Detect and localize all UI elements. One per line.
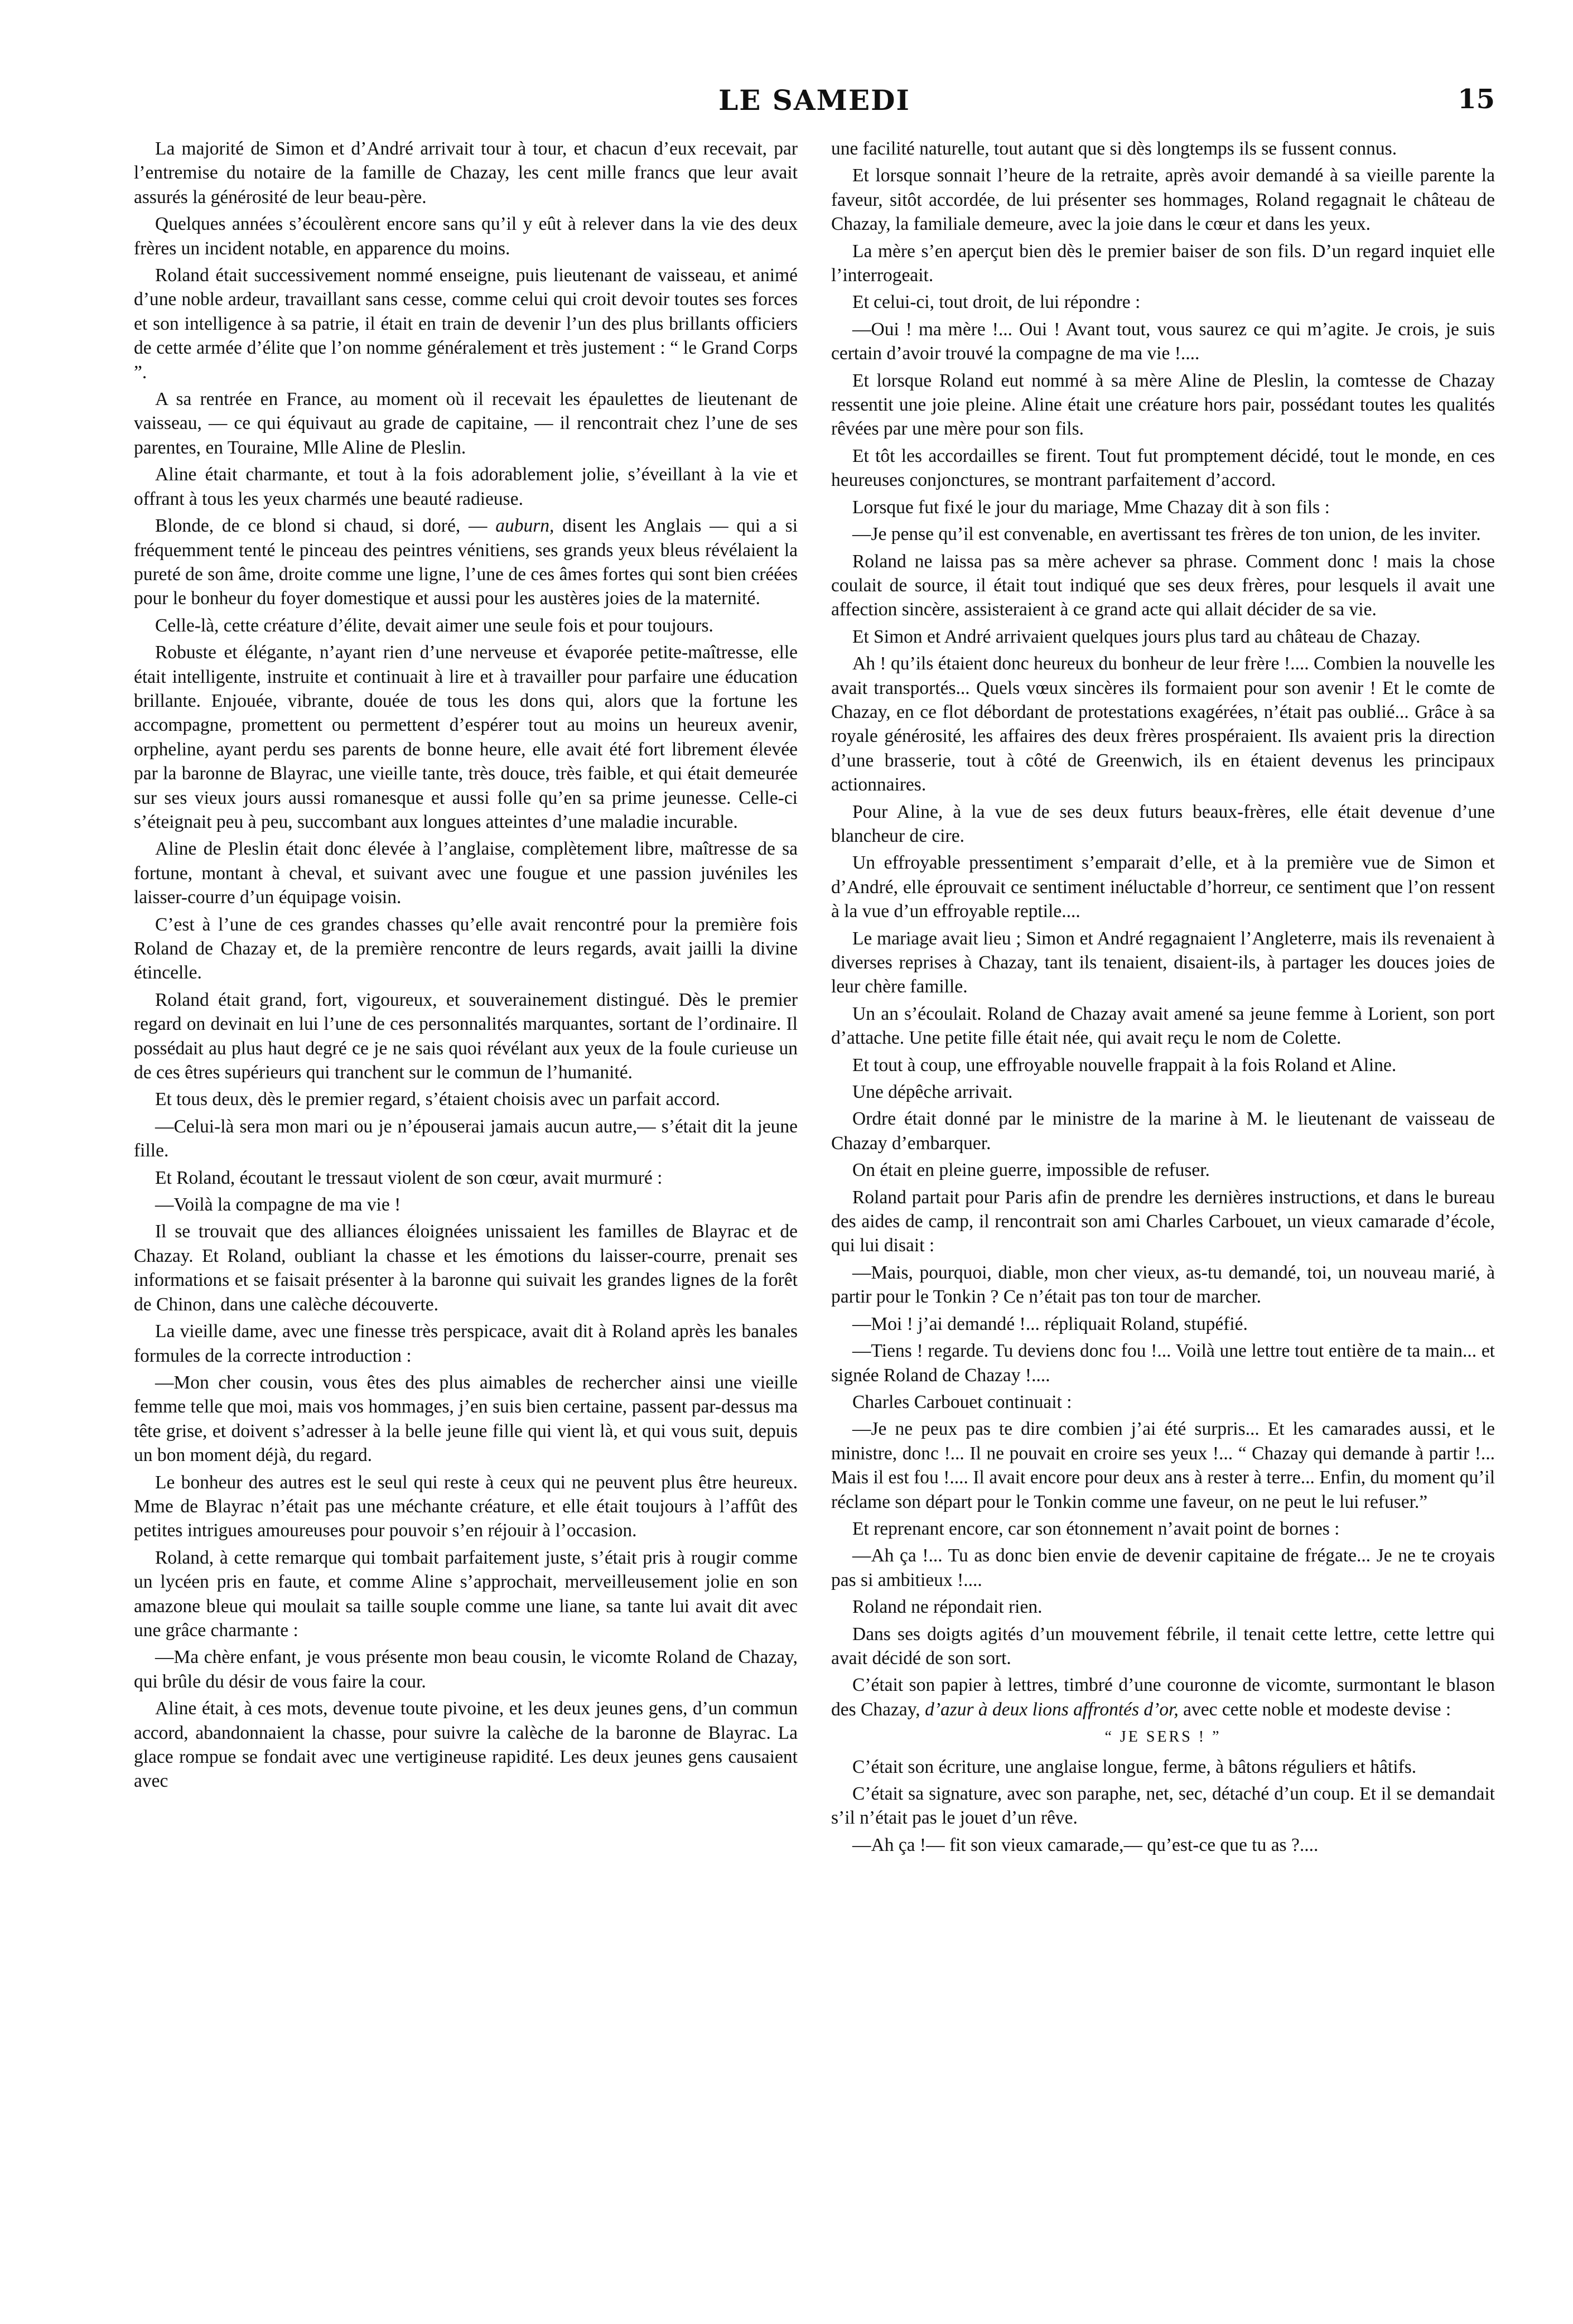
dialogue: —Mon cher cousin, vous êtes des plus aimables de rechercher ainsi une vieille femme telle que moi, mais vos hommages, j’en suis bien certaine, passent par-dessus ma tête grise, et doivent s’adresser à la belle jeune fille qui vient là, et qui vous suit, depuis un bon moment déjà, du regard. (134, 1372, 798, 1466)
paragraph: Aline de Pleslin était donc élevée à l’anglaise, complètement libre, maîtresse de sa fortune, montant à cheval, et suivant avec une fougue et une passion juvéniles les laisser-courre d’un équipage voisin. (134, 838, 798, 908)
paragraph: Ordre était donné par le ministre de la marine à M. le lieutenant de vaisseau de Chazay d’embarquer. (831, 1108, 1495, 1154)
paragraph: Et reprenant encore, car son étonnement n’avait point de bornes : (852, 1518, 1340, 1539)
paragraph: Et celui-ci, tout droit, de lui répondre : (852, 292, 1141, 313)
paragraph: Roland ne laissa pas sa mère achever sa phrase. Comment donc ! mais la chose coulait de source, il était tout indiqué que ses deux frères, pour lesquels il avait une affection sincère, assisteraient à ce grand acte qui allait décider de sa vie. (831, 551, 1495, 620)
running-title: LE SAMEDI (718, 84, 910, 117)
paragraph: Un an s’écoulait. Roland de Chazay avait amené sa jeune femme à Lorient, son port d’attache. Une petite fille était née, qui avait reçu le nom de Colette. (831, 1003, 1495, 1049)
paragraph: Dans ses doigts agités d’un mouvement fébrile, il tenait cette lettre, cette lettre qui avait décidé de son sort. (831, 1623, 1495, 1669)
paragraph: La majorité de Simon et d’André arrivait tour à tour, et chacun d’eux recevait, par l’entremise du notaire de la famille de Chazay, les cent mille francs que leur avait assurés la générosité de leur beau-père. (134, 138, 798, 208)
paragraph: Et tout à coup, une effroyable nouvelle frappait à la fois Roland et Aline. (852, 1054, 1397, 1076)
dialogue: —Oui ! ma mère !... Oui ! Avant tout, vous saurez ce qui m’agite. Je crois, je suis certain d’avoir trouvé la compagne de ma vie !.... (831, 319, 1495, 364)
text-run: C’était son papier à lettres, timbré d’une couronne de vicomte, surmontant le blason des Chazay, (831, 1675, 1495, 1720)
italic-blazon: d’azur à deux lions affrontés d’or, (925, 1699, 1179, 1720)
dialogue: —Je ne peux pas te dire combien j’ai été surpris... Et les camarades aussi, et le ministre, donc !... Il ne pouvait en croire ses yeux !... “ Chazay qui demande à partir !... Mais il est fou !.... Il avait encore pour deux ans à rester à terre... Enfin, du moment qu’il réclame son départ pour le Tonkin comme une faveur, on ne peut le lui refuser.” (831, 1419, 1495, 1512)
text-run: Blonde, de ce blond si chaud, si doré, — (155, 515, 496, 537)
paragraph: C’était son écriture, une anglaise longue, ferme, à bâtons réguliers et hâtifs. (852, 1756, 1417, 1777)
paragraph: Aline était, à ces mots, devenue toute pivoine, et les deux jeunes gens, d’un commun accord, abandonnaient la chasse, pour suivre la calèche de la baronne de Blayrac. La glace rompue se fondait avec une vertigineuse rapidité. Les deux jeunes gens causaient avec (134, 1698, 798, 1792)
paragraph-blonde (134, 514, 798, 611)
paragraph: Et Simon et André arrivaient quelques jours plus tard au château de Chazay. (852, 626, 1421, 647)
dialogue: —Ma chère enfant, je vous présente mon beau cousin, le vicomte Roland de Chazay, qui brûle du désir de vous faire la cour. (134, 1647, 798, 1692)
paragraph: Il se trouvait que des alliances éloignées unissaient les familles de Blayrac et de Chazay. Et Roland, oubliant la chasse et les émotions du laisser-courre, prenait ses informations et se faisait présenter à la baronne qui suivait les grandes lignes de la forêt de Chinon, dans une calèche découverte. (134, 1221, 798, 1315)
dialogue: —Moi ! j’ai demandé !... répliquait Roland, stupéfié. (852, 1313, 1248, 1334)
text-run: disent les Anglais — qui a si fréquemment tenté le pinceau des peintres vénitiens, ses grands yeux bleus révélaient la pureté de son âme, droite comme une ligne, l’une de ces âmes fortes qui sont bien créées pour le bonheur du foyer domestique et aussi pour les austères joies de la maternité. (134, 515, 798, 609)
paragraph: Et lorsque Roland eut nommé à sa mère Aline de Pleslin, la comtesse de Chazay ressentit une joie pleine. Aline était une créature hors pair, possédant toutes les qualités rêvées par une mère pour son fils. (831, 370, 1495, 440)
paragraph: Charles Carbouet continuait : (852, 1391, 1072, 1412)
paragraph: Celle-là, cette créature d’élite, devait aimer une seule fois et pour toujours. (155, 615, 713, 636)
column-right (831, 137, 1495, 2268)
paragraph: Et lorsque sonnait l’heure de la retraite, après avoir demandé à sa vieille parente la faveur, sitôt accordée, de lui présenter ses hommages, Roland regagnait le château de Chazay, la familiale demeure, avec la joie dans le cœur et dans les yeux. (831, 165, 1495, 235)
paragraph: Aline était charmante, et tout à la fois adorablement jolie, s’éveillant à la vie et offrant à tous les yeux charmés une beauté radieuse. (134, 464, 798, 509)
text-run: avec cette noble et modeste devise : (1178, 1699, 1451, 1720)
paragraph: Roland partait pour Paris afin de prendre les dernières instructions, et dans le bureau des aides de camp, il rencontrait son ami Charles Carbouet, un vieux camarade d’école, qui lui disait : (831, 1187, 1495, 1256)
paragraph: C’était sa signature, avec son paraphe, net, sec, détaché d’un coup. Et il se demandait s’il n’était pas le jouet d’un rêve. (831, 1783, 1495, 1829)
page-header (134, 78, 1495, 123)
paragraph: Ah ! qu’ils étaient donc heureux du bonheur de leur frère !.... Combien la nouvelle les avait transportés... Quels vœux sincères ils formaient pour son avenir ! Et le comte de Chazay, en ce flot débordant de protestations exagérées, n’était pas oublié... Grâce à sa royale générosité, les affaires des deux frères prospéraient. Ils avaient pris la direction d’une brasserie, tout à côté de Greenwich, ils en étaient devenus les principaux actionnaires. (831, 653, 1495, 795)
dialogue: —Tiens ! regarde. Tu deviens donc fou !... Voilà une lettre tout entière de ta main... et signée Roland de Chazay !.... (831, 1341, 1495, 1386)
paragraph: Pour Aline, à la vue de ses deux futurs beaux-frères, elle était devenue d’une blancheur de cire. (831, 801, 1495, 846)
column-left (134, 137, 798, 2268)
paragraph: Une dépêche arrivait. (852, 1082, 1013, 1103)
paragraph: C’est à l’une de ces grandes chasses qu’elle avait rencontré pour la première fois Roland de Chazay et, de la première rencontre de leurs regards, avait jailli la divine étincelle. (134, 914, 798, 983)
dialogue: —Mais, pourquoi, diable, mon cher vieux, as-tu demandé, toi, un nouveau marié, à partir pour le Tonkin ? Ce n’était pas ton tour de marcher. (831, 1262, 1495, 1308)
paragraph-continued: une facilité naturelle, tout autant que si dès longtemps ils se fussent connus. (831, 138, 1397, 159)
paragraph: Et tôt les accordailles se firent. Tout fut promptement décidé, tout le monde, en ces heureuses conjonctures, se montrant parfaitement d’accord. (831, 445, 1495, 491)
paragraph: On était en pleine guerre, impossible de refuser. (852, 1160, 1210, 1181)
dialogue: —Ah ça !... Tu as donc bien envie de devenir capitaine de frégate... Je ne te croyais pas si ambitieux !.... (831, 1545, 1495, 1590)
dialogue: —Ah ça !— fit son vieux camarade,— qu’est-ce que tu as ?.... (852, 1834, 1319, 1855)
paragraph: A sa rentrée en France, au moment où il recevait les épaulettes de lieutenant de vaisseau, — ce qui équivaut au grade de capitaine, — il rencontrait chez l’une de ses parentes, en Touraine, Mlle Aline de Pleslin. (134, 389, 798, 458)
paragraph: Roland, à cette remarque qui tombait parfaitement juste, s’était pris à rougir comme un lycéen pris en faute, et comme Aline s’approchait, merveilleusement jolie en son amazone bleue qui moulait sa taille souple comme une liane, sa tante lui avait dit avec une grâce charmante : (134, 1547, 798, 1641)
paragraph: Roland était successivement nommé enseigne, puis lieutenant de vaisseau, et animé d’une noble ardeur, travaillant sans cesse, comme celui qui croit devoir toutes ses forces et son intelligence à sa patrie, il était en train de devenir l’un des plus brillants officiers de cette armée d’élite que l’on nomme généralement et très justement : “ le Grand Corps ”. (134, 265, 798, 383)
text-columns (134, 137, 1495, 2268)
paragraph: Roland était grand, fort, vigoureux, et souverainement distingué. Dès le premier regard on devinait en lui l’une de ces personnalités marquantes, sortant de l’ordinaire. Il possédait au plus haut degré ce je ne sais quoi révélant aux yeux de la foule curieuse un de ces êtres supérieurs qui tranchent sur le commun de l’humanité. (134, 989, 798, 1083)
paragraph: Le bonheur des autres est le seul qui reste à ceux qui ne peuvent plus être heureux. Mme de Blayrac n’était pas une méchante créature, et elle était toujours à l’affût des petites intrigues amoureuses pour pouvoir s’en réjouir à l’occasion. (134, 1472, 798, 1541)
page-number: 15 (1458, 84, 1495, 115)
italic-word: auburn, (495, 515, 554, 537)
dialogue: —Voilà la compagne de ma vie ! (155, 1194, 401, 1216)
paragraph-papier (831, 1673, 1495, 1722)
paragraph: La vieille dame, avec une finesse très perspicace, avait dit à Roland après les banales formules de la correcte introduction : (134, 1321, 798, 1366)
paragraph: Robuste et élégante, n’ayant rien d’une nerveuse et évaporée petite-maîtresse, elle était intelligente, instruite et continuait à lire et à travailler pour parfaire une éducation brillante. Enjouée, vibrante, douée de tous les dons qui, alors que la fortune les accompagne, promettent ou permettent d’espérer tout au moins un heureux avenir, orpheline, ayant perdu ses parents de bonne heure, elle avait été fort librement élevée par la baronne de Blayrac, une vieille tante, très douce, très faible, et qui était demeurée sur ses vieux jours aussi romanesque et aussi folle qu’en sa prime jeunesse. Celle-ci s’éteignait peu à peu, succombant aux longues atteintes d’une maladie incurable. (134, 642, 798, 832)
paragraph: Et tous deux, dès le premier regard, s’étaient choisis avec un parfait accord. (155, 1089, 720, 1110)
paragraph: Le mariage avait lieu ; Simon et André regagnaient l’Angleterre, mais ils revenaient à diverses reprises à Chazay, tant ils tenaient, disaient-ils, à partager les douces joies de leur chère famille. (831, 928, 1495, 997)
paragraph: Un effroyable pressentiment s’emparait d’elle, et à la première vue de Simon et d’André, elle éprouvait ce sentiment inéluctable d’horreur, ce sentiment que l’on ressent à la vue d’un effroyable reptile.... (831, 852, 1495, 922)
dialogue: —Celui-là sera mon mari ou je n’épouserai jamais aucun autre,— s’était dit la jeune fille. (134, 1116, 798, 1161)
paragraph: Roland ne répondait rien. (852, 1597, 1043, 1618)
paragraph: La mère s’en aperçut bien dès le premier baiser de son fils. D’un regard inquiet elle l’interrogeait. (831, 240, 1495, 286)
paragraph: Et Roland, écoutant le tressaut violent de son cœur, avait murmuré : (155, 1167, 663, 1188)
paragraph: Quelques années s’écoulèrent encore sans qu’il y eût à relever dans la vie des deux frères un incident notable, en apparence du moins. (134, 214, 798, 259)
dialogue: —Je pense qu’il est convenable, en avertissant tes frères de ton union, de les inviter. (852, 524, 1481, 545)
paragraph: Lorsque fut fixé le jour du mariage, Mme Chazay dit à son fils : (852, 496, 1330, 518)
motto: “ JE SERS ! ” (1104, 1728, 1222, 1746)
